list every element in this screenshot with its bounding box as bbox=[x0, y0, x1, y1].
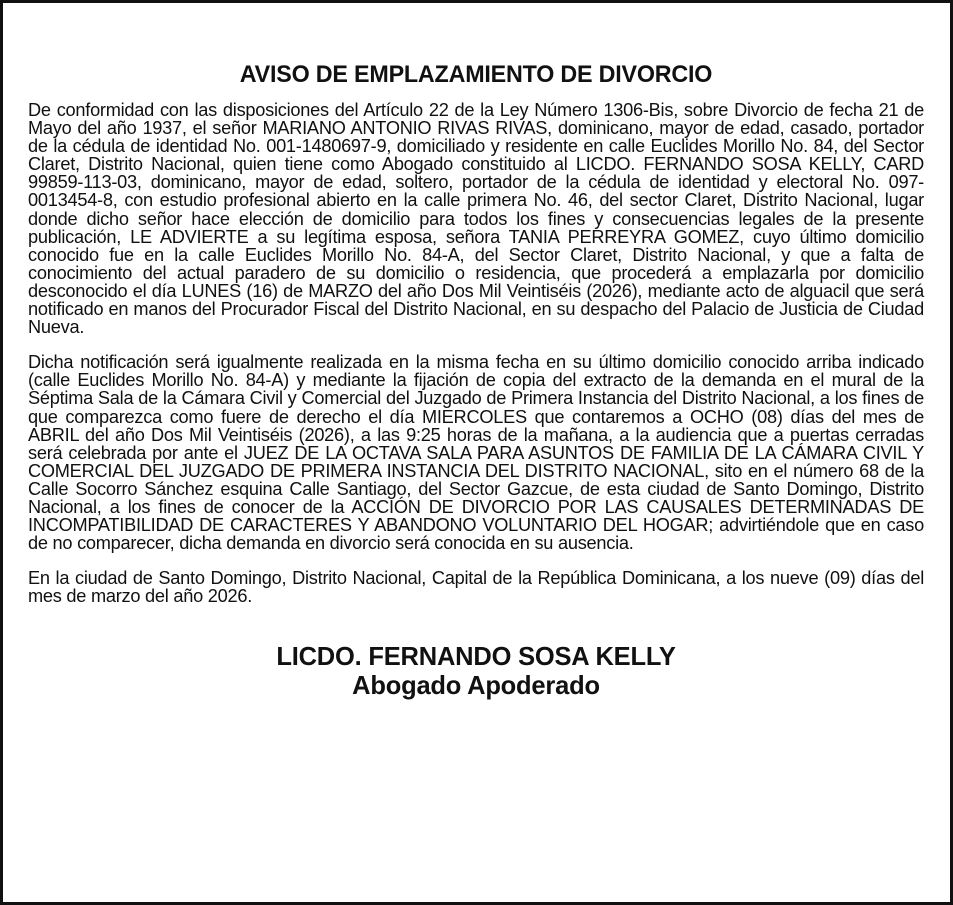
notice-title: AVISO DE EMPLAZAMIENTO DE DIVORCIO bbox=[239, 61, 713, 88]
legal-notice-content bbox=[28, 59, 924, 699]
signature-role: Abogado Apoderado bbox=[352, 670, 600, 701]
signature-name: LICDO. FERNANDO SOSA KELLY bbox=[276, 641, 676, 672]
notice-paragraph-date: En la ciudad de Santo Domingo, Distrito Nacional, Capital de la República Dominicana, a los nueve (09) días del mes de marzo del año 2026. bbox=[28, 568, 924, 607]
notice-paragraph-hearing: Dicha notificación será igualmente realizada en la misma fecha en su último domicilio conocido arriba indicado (calle Euclides Morillo No. 84-A) y mediante la fijación de copia del extracto de la demanda en el mural de la Séptima Sala de la Cámara Civil y Comercial del Juzgado de Primera Instancia del Distrito Nacional, a los fines de que comparezca como fuere de derecho el día MIERCOLES que contaremos a OCHO (08) días del mes de ABRIL del año Dos Mil Veintiséis (2026), a las 9:25 horas de la mañana, a la audiencia que a puertas cerradas será celebrada por ante el JUEZ DE LA OCTAVA SALA PARA ASUNTOS DE FAMILIA DE LA CÁMARA CIVIL Y COMERCIAL DEL JUZGADO DE PRIMERA INSTANCIA DEL DISTRITO NACIONAL, sito en el número 68 de la Calle Socorro Sánchez esquina Calle Santiago, del Sector Gazcue, de esta ciudad de Santo Domingo, Distrito Nacional, a los fines de conocer de la ACCIÓN DE DIVORCIO POR LAS CAUSALES DETERMINADAS DE INCOMPATIBILIDAD DE CARACTERES Y ABANDONO VOLUNTARIO DEL HOGAR; advirtiéndole que en caso de no comparecer, dicha demanda en divorcio será conocida en su ausencia. bbox=[28, 352, 924, 554]
notice-paragraph-summons: De conformidad con las disposiciones del Artículo 22 de la Ley Número 1306-Bis, sobre Divorcio de fecha 21 de Mayo del año 1937, el señor MARIANO ANTONIO RIVAS RIVAS, dominicano, mayor de edad, casado, portador de la cédula de identidad No. 001-1480697-9, domiciliado y residente en calle Euclides Morillo No. 84, del Sector Claret, Distrito Nacional, quien tiene como Abogado constituido al LICDO. FERNANDO SOSA KELLY, CARD 99859-113-03, dominicano, mayor de edad, soltero, portador de la cédula de identidad y electoral No. 097-0013454-8, con estudio profesional abierto en la calle primera No. 46, del sector Claret, Distrito Nacional, lugar donde dicho señor hace elección de domicilio para todos los fines y consecuencias legales de la presente publicación, LE ADVIERTE a su legítima esposa, señora TANIA PERREYRA GOMEZ, cuyo último domicilio conocido fue en la calle Euclides Morillo No. 84-A, del Sector Claret, Distrito Nacional, y que a falta de conocimiento del actual paradero de su domicilio o residencia, que procederá a emplazarla por domicilio desconocido el día LUNES (16) de MARZO del año Dos Mil Veintiséis (2026), mediante acto de alguacil que será notificado en manos del Procurador Fiscal del Distrito Nacional, en su despacho del Palacio de Justicia de Ciudad Nueva. bbox=[28, 100, 924, 338]
signature-block bbox=[28, 641, 924, 699]
